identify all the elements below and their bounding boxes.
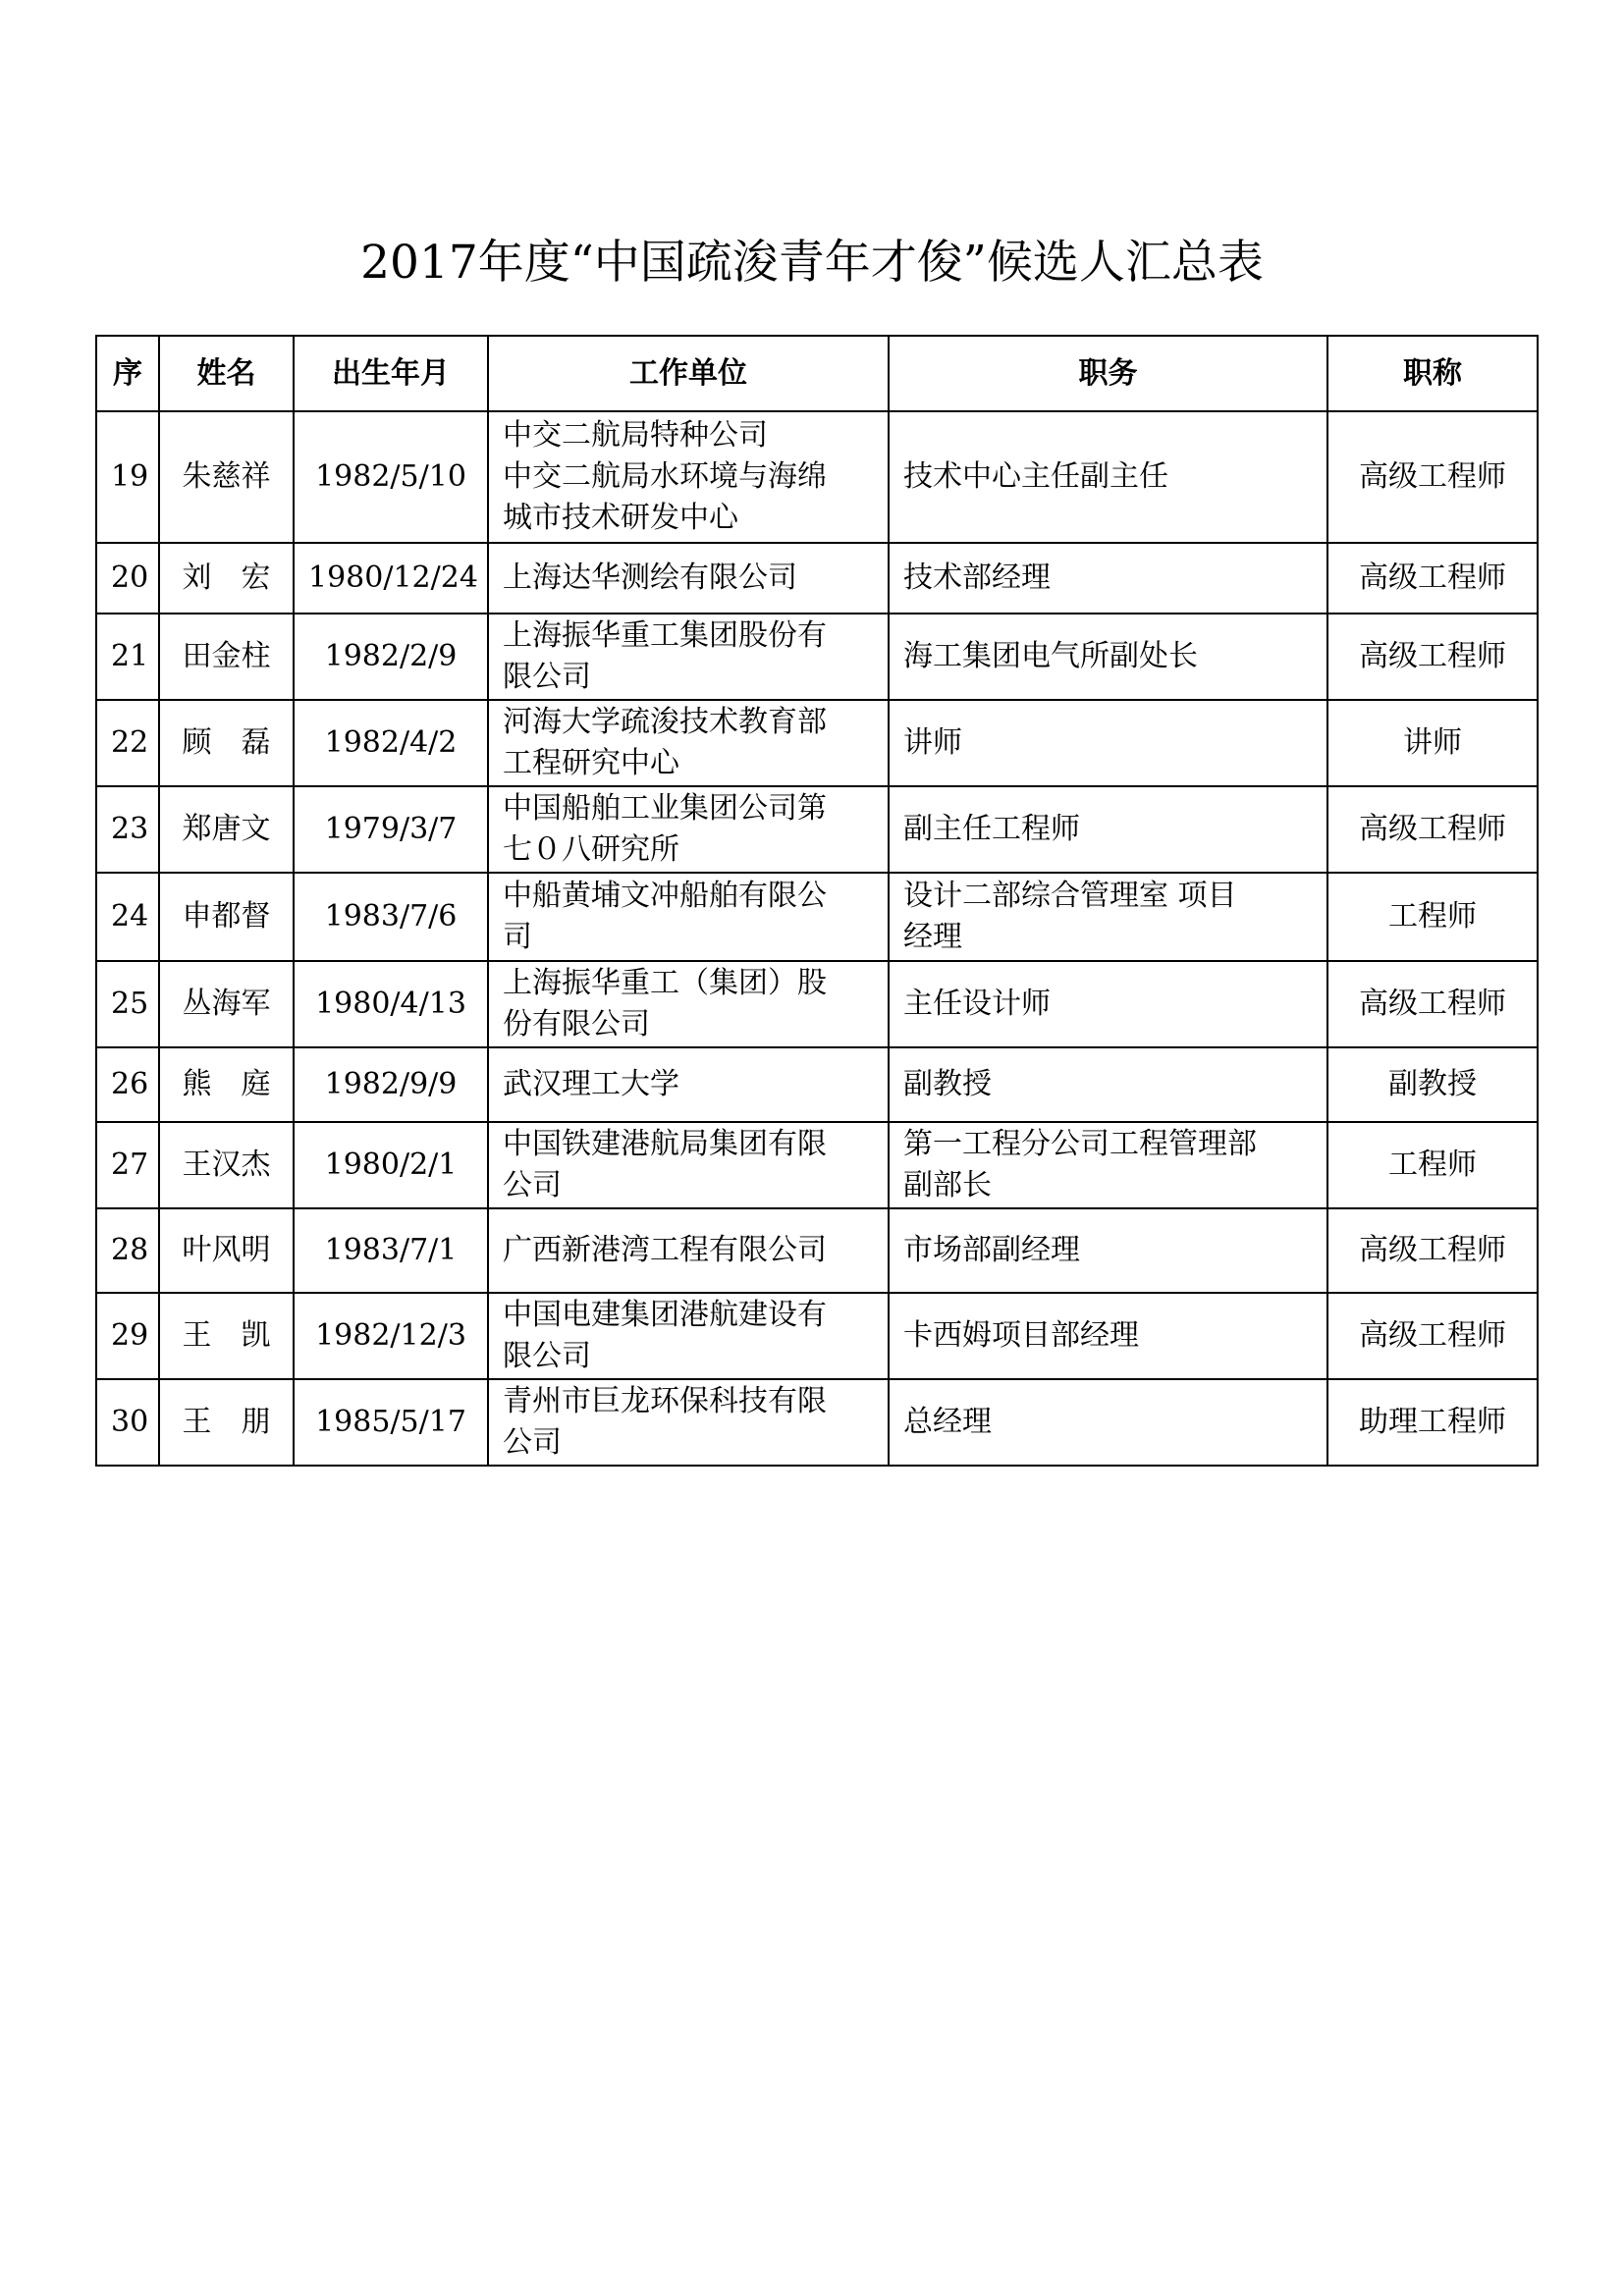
cell-position	[889, 1208, 1327, 1293]
page-title: 2017年度“中国疏浚青年才俊”候选人汇总表	[360, 236, 1264, 290]
cell-unit-line: 河海大学疏浚技术教育部	[503, 705, 827, 739]
cell-unit	[488, 411, 889, 543]
cell-position	[889, 614, 1327, 700]
cell-position	[889, 543, 1327, 614]
cell-name: 王 凯	[159, 1293, 294, 1379]
column-header-birth: 出生年月	[294, 336, 488, 411]
table-header-row	[96, 336, 1538, 411]
cell-position-line: 讲师	[903, 725, 962, 760]
cell-unit	[488, 1047, 889, 1122]
cell-position	[889, 1379, 1327, 1466]
cell-birth: 1985/5/17	[294, 1379, 488, 1466]
cell-birth: 1980/2/1	[294, 1122, 488, 1208]
cell-title: 高级工程师	[1327, 961, 1538, 1047]
cell-position-line: 主任设计师	[903, 987, 1051, 1021]
cell-position-line: 市场部副经理	[903, 1233, 1080, 1267]
cell-unit-line: 上海振华重工（集团）股	[503, 966, 827, 1000]
cell-unit-line: 城市技术研发中心	[503, 501, 738, 535]
cell-birth: 1982/4/2	[294, 700, 488, 786]
cell-position-line: 总经理	[903, 1405, 992, 1439]
cell-unit-line: 公司	[503, 1168, 562, 1202]
cell-name: 熊 庭	[159, 1047, 294, 1122]
cell-unit-line: 司	[503, 920, 532, 954]
cell-unit-line: 公司	[503, 1425, 562, 1460]
cell-no: 30	[96, 1379, 159, 1466]
cell-name: 刘 宏	[159, 543, 294, 614]
cell-birth: 1980/12/24	[294, 543, 488, 614]
cell-position	[889, 873, 1327, 961]
cell-unit-line: 上海振华重工集团股份有	[503, 618, 827, 653]
cell-unit-line: 广西新港湾工程有限公司	[503, 1233, 827, 1267]
cell-title: 高级工程师	[1327, 543, 1538, 614]
table-body	[96, 411, 1538, 1466]
column-header-unit: 工作单位	[488, 336, 889, 411]
cell-name: 朱慈祥	[159, 411, 294, 543]
table-row	[96, 700, 1538, 786]
cell-position-line: 第一工程分公司工程管理部	[903, 1127, 1257, 1161]
cell-name: 申都督	[159, 873, 294, 961]
cell-title: 副教授	[1327, 1047, 1538, 1122]
cell-title: 高级工程师	[1327, 411, 1538, 543]
cell-name: 田金柱	[159, 614, 294, 700]
cell-no: 19	[96, 411, 159, 543]
cell-no: 20	[96, 543, 159, 614]
cell-no: 24	[96, 873, 159, 961]
cell-unit-line: 中交二航局水环境与海绵	[503, 459, 827, 494]
column-header-position: 职务	[889, 336, 1327, 411]
cell-unit-line: 中国铁建港航局集团有限	[503, 1127, 827, 1161]
table-row	[96, 1047, 1538, 1122]
cell-no: 27	[96, 1122, 159, 1208]
cell-birth: 1979/3/7	[294, 786, 488, 873]
cell-position	[889, 1293, 1327, 1379]
cell-unit-line: 中交二航局特种公司	[503, 418, 768, 453]
cell-title: 高级工程师	[1327, 1293, 1538, 1379]
cell-unit-line: 上海达华测绘有限公司	[503, 561, 797, 595]
cell-position	[889, 786, 1327, 873]
table-row	[96, 1208, 1538, 1293]
cell-unit	[488, 614, 889, 700]
cell-unit	[488, 700, 889, 786]
cell-unit-line: 中船黄埔文冲船舶有限公	[503, 879, 827, 913]
cell-position-line: 经理	[903, 920, 962, 954]
cell-birth: 1982/2/9	[294, 614, 488, 700]
table-row	[96, 1293, 1538, 1379]
cell-no: 29	[96, 1293, 159, 1379]
column-header-title: 职称	[1327, 336, 1538, 411]
cell-title: 助理工程师	[1327, 1379, 1538, 1466]
cell-unit	[488, 786, 889, 873]
cell-unit-line: 武汉理工大学	[503, 1067, 679, 1101]
cell-no: 26	[96, 1047, 159, 1122]
cell-title: 工程师	[1327, 1122, 1538, 1208]
cell-name: 王汉杰	[159, 1122, 294, 1208]
table-row	[96, 411, 1538, 543]
cell-unit	[488, 873, 889, 961]
table-row	[96, 614, 1538, 700]
cell-position-line: 设计二部综合管理室 项目	[903, 879, 1237, 913]
cell-unit	[488, 1293, 889, 1379]
cell-position-line: 技术部经理	[903, 561, 1051, 595]
cell-title: 工程师	[1327, 873, 1538, 961]
cell-position	[889, 700, 1327, 786]
cell-name: 郑唐文	[159, 786, 294, 873]
table-row	[96, 1122, 1538, 1208]
cell-name: 顾 磊	[159, 700, 294, 786]
cell-unit	[488, 1208, 889, 1293]
cell-birth: 1983/7/1	[294, 1208, 488, 1293]
cell-unit	[488, 1379, 889, 1466]
cell-position-line: 副教授	[903, 1067, 992, 1101]
cell-birth: 1983/7/6	[294, 873, 488, 961]
cell-no: 21	[96, 614, 159, 700]
cell-position-line: 卡西姆项目部经理	[903, 1318, 1139, 1353]
cell-name: 丛海军	[159, 961, 294, 1047]
cell-position-line: 技术中心主任副主任	[903, 459, 1168, 494]
table-row	[96, 786, 1538, 873]
cell-unit-line: 限公司	[503, 1339, 591, 1373]
cell-birth: 1982/12/3	[294, 1293, 488, 1379]
cell-birth: 1980/4/13	[294, 961, 488, 1047]
cell-unit	[488, 543, 889, 614]
cell-birth: 1982/9/9	[294, 1047, 488, 1122]
cell-position	[889, 1047, 1327, 1122]
table-row	[96, 961, 1538, 1047]
cell-unit-line: 中国船舶工业集团公司第	[503, 791, 827, 826]
cell-unit-line: 限公司	[503, 660, 591, 694]
cell-title: 高级工程师	[1327, 1208, 1538, 1293]
cell-name: 王 朋	[159, 1379, 294, 1466]
cell-position-line: 副部长	[903, 1168, 992, 1202]
column-header-no: 序	[96, 336, 159, 411]
cell-unit	[488, 1122, 889, 1208]
cell-unit-line: 份有限公司	[503, 1007, 650, 1041]
cell-unit-line: 中国电建集团港航建设有	[503, 1298, 827, 1332]
cell-position	[889, 411, 1327, 543]
cell-unit	[488, 961, 889, 1047]
cell-position-line: 海工集团电气所副处长	[903, 639, 1198, 673]
cell-no: 22	[96, 700, 159, 786]
cell-title: 高级工程师	[1327, 786, 1538, 873]
cell-no: 23	[96, 786, 159, 873]
cell-title: 高级工程师	[1327, 614, 1538, 700]
cell-unit-line: 七０八研究所	[503, 832, 679, 867]
cell-no: 25	[96, 961, 159, 1047]
column-header-name: 姓名	[159, 336, 294, 411]
cell-unit-line: 青州市巨龙环保科技有限	[503, 1384, 827, 1418]
cell-position-line: 副主任工程师	[903, 812, 1080, 846]
cell-birth: 1982/5/10	[294, 411, 488, 543]
cell-no: 28	[96, 1208, 159, 1293]
table-row	[96, 873, 1538, 961]
cell-title: 讲师	[1327, 700, 1538, 786]
table-row	[96, 1379, 1538, 1466]
candidate-table	[95, 335, 1539, 1467]
cell-position	[889, 961, 1327, 1047]
cell-unit-line: 工程研究中心	[503, 746, 679, 780]
cell-name: 叶风明	[159, 1208, 294, 1293]
cell-position	[889, 1122, 1327, 1208]
table-row	[96, 543, 1538, 614]
